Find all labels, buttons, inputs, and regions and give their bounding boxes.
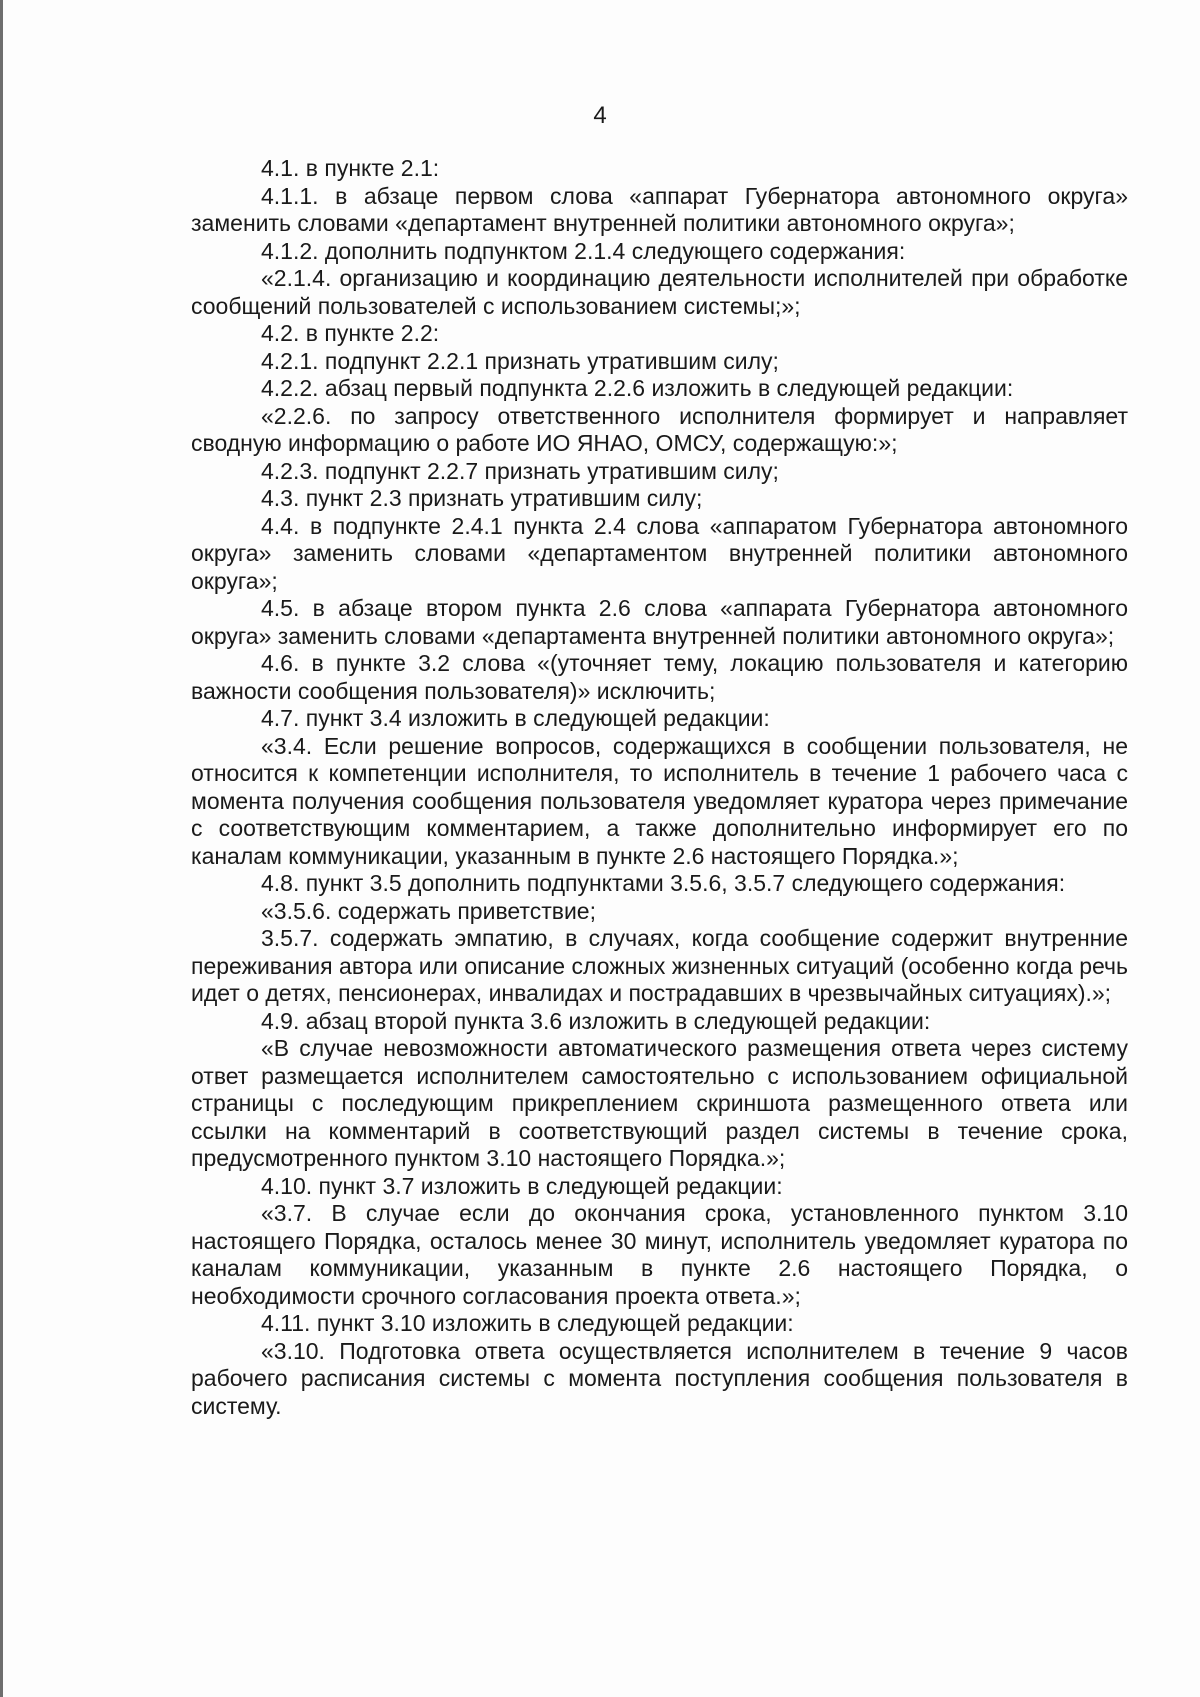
paragraph-quote-3-10: «3.10. Подготовка ответа осуществляется исполнителем в течение 9 часов рабочего расписания системы с момента поступления сообщения пользователя в систему. — [191, 1337, 1128, 1419]
paragraph-4-2: 4.2. в пункте 2.2: — [261, 320, 440, 346]
document-body — [191, 155, 1128, 1420]
paragraph-4-8: 4.8. пункт 3.5 дополнить подпунктами 3.5.6, 3.5.7 следующего содержания: — [261, 870, 1066, 896]
paragraph-4-2-2: 4.2.2. абзац первый подпункта 2.2.6 изложить в следующей редакции: — [261, 375, 1014, 401]
paragraph-quote-3-5-7: 3.5.7. содержать эмпатию, в случаях, когда сообщение содержит внутренние переживания автора или описание сложных жизненных ситуаций (особенно когда речь идет о детях, пенсионерах, инвалидах и пострадавших в чрезвычайных ситуациях).»; — [191, 925, 1128, 1006]
paragraph-4-5: 4.5. в абзаце втором пункта 2.6 слова «аппарата Губернатора автономного округа» заменить словами «департамента внутренней политики автономного округа»; — [191, 595, 1128, 649]
paragraph-4-3: 4.3. пункт 2.3 признать утратившим силу; — [261, 485, 703, 511]
paragraph-4-7: 4.7. пункт 3.4 изложить в следующей редакции: — [261, 705, 770, 731]
paragraph-4-2-1: 4.2.1. подпункт 2.2.1 признать утратившим силу; — [261, 347, 779, 374]
paragraph-4-1-2: 4.1.2. дополнить подпунктом 2.1.4 следующего содержания: — [261, 237, 906, 264]
paragraph-quote-3-4: «3.4. Если решение вопросов, содержащихся в сообщении пользователя, не относится к компетенции исполнителя, то исполнитель в течение 1 рабочего часа с момента получения сообщения пользователя уведомляет куратора через примечание с соответствующим комментарием, а также дополнительно информирует его по каналам коммуникации, указанным в пункте 2.6 настоящего Порядка.»; — [191, 732, 1128, 869]
paragraph-quote-3-7: «3.7. В случае если до окончания срока, установленного пунктом 3.10 настоящего Порядка, осталось менее 30 минут, исполнитель уведомляет куратора по каналам коммуникации, указанным в пункте 2.6 настоящего Порядка, о необходимости срочного согласования проекта ответа.»; — [191, 1200, 1128, 1309]
paragraph-4-11: 4.11. пункт 3.10 изложить в следующей редакции: — [261, 1310, 794, 1336]
scan-edge — [0, 0, 3, 1697]
paragraph-quote-2-2-6: «2.2.6. по запросу ответственного исполнителя формирует и направляет сводную информацию о работе ИО ЯНАО, ОМСУ, содержащую:»; — [191, 402, 1128, 456]
paragraph-4-1-1: 4.1.1. в абзаце первом слова «аппарат Губернатора автономного округа» заменить словами «департамент внутренней политики автономного округа»; — [191, 182, 1128, 236]
paragraph-4-9: 4.9. абзац второй пункта 3.6 изложить в следующей редакции: — [261, 1007, 931, 1034]
paragraph-quote-3-6: «В случае невозможности автоматического размещения ответа через систему ответ размещается исполнителем самостоятельно с использованием официальной страницы с последующим прикреплением скриншота размещенного ответа или ссылки на комментарий в соответствующий раздел системы в течение срока, предусмотренного пунктом 3.10 настоящего Порядка.»; — [191, 1035, 1128, 1171]
paragraph-4-2-3: 4.2.3. подпункт 2.2.7 признать утратившим силу; — [261, 457, 779, 484]
paragraph-4-4: 4.4. в подпункте 2.4.1 пункта 2.4 слова «аппаратом Губернатора автономного округа» заменить словами «департаментом внутренней политики автономного округа»; — [191, 512, 1128, 594]
paragraph-quote-3-5-6: «3.5.6. содержать приветствие; — [261, 897, 596, 924]
paragraph-4-1: 4.1. в пункте 2.1: — [261, 155, 440, 181]
paragraph-4-6: 4.6. в пункте 3.2 слова «(уточняет тему, локацию пользователя и категорию важности сообщения пользователя)» исключить; — [191, 650, 1128, 704]
paragraph-quote-2-1-4: «2.1.4. организацию и координацию деятельности исполнителей при обработке сообщений пользователей с использованием системы;»; — [191, 265, 1128, 319]
paragraph-4-10: 4.10. пункт 3.7 изложить в следующей редакции: — [261, 1172, 783, 1199]
page-number: 4 — [593, 102, 607, 129]
